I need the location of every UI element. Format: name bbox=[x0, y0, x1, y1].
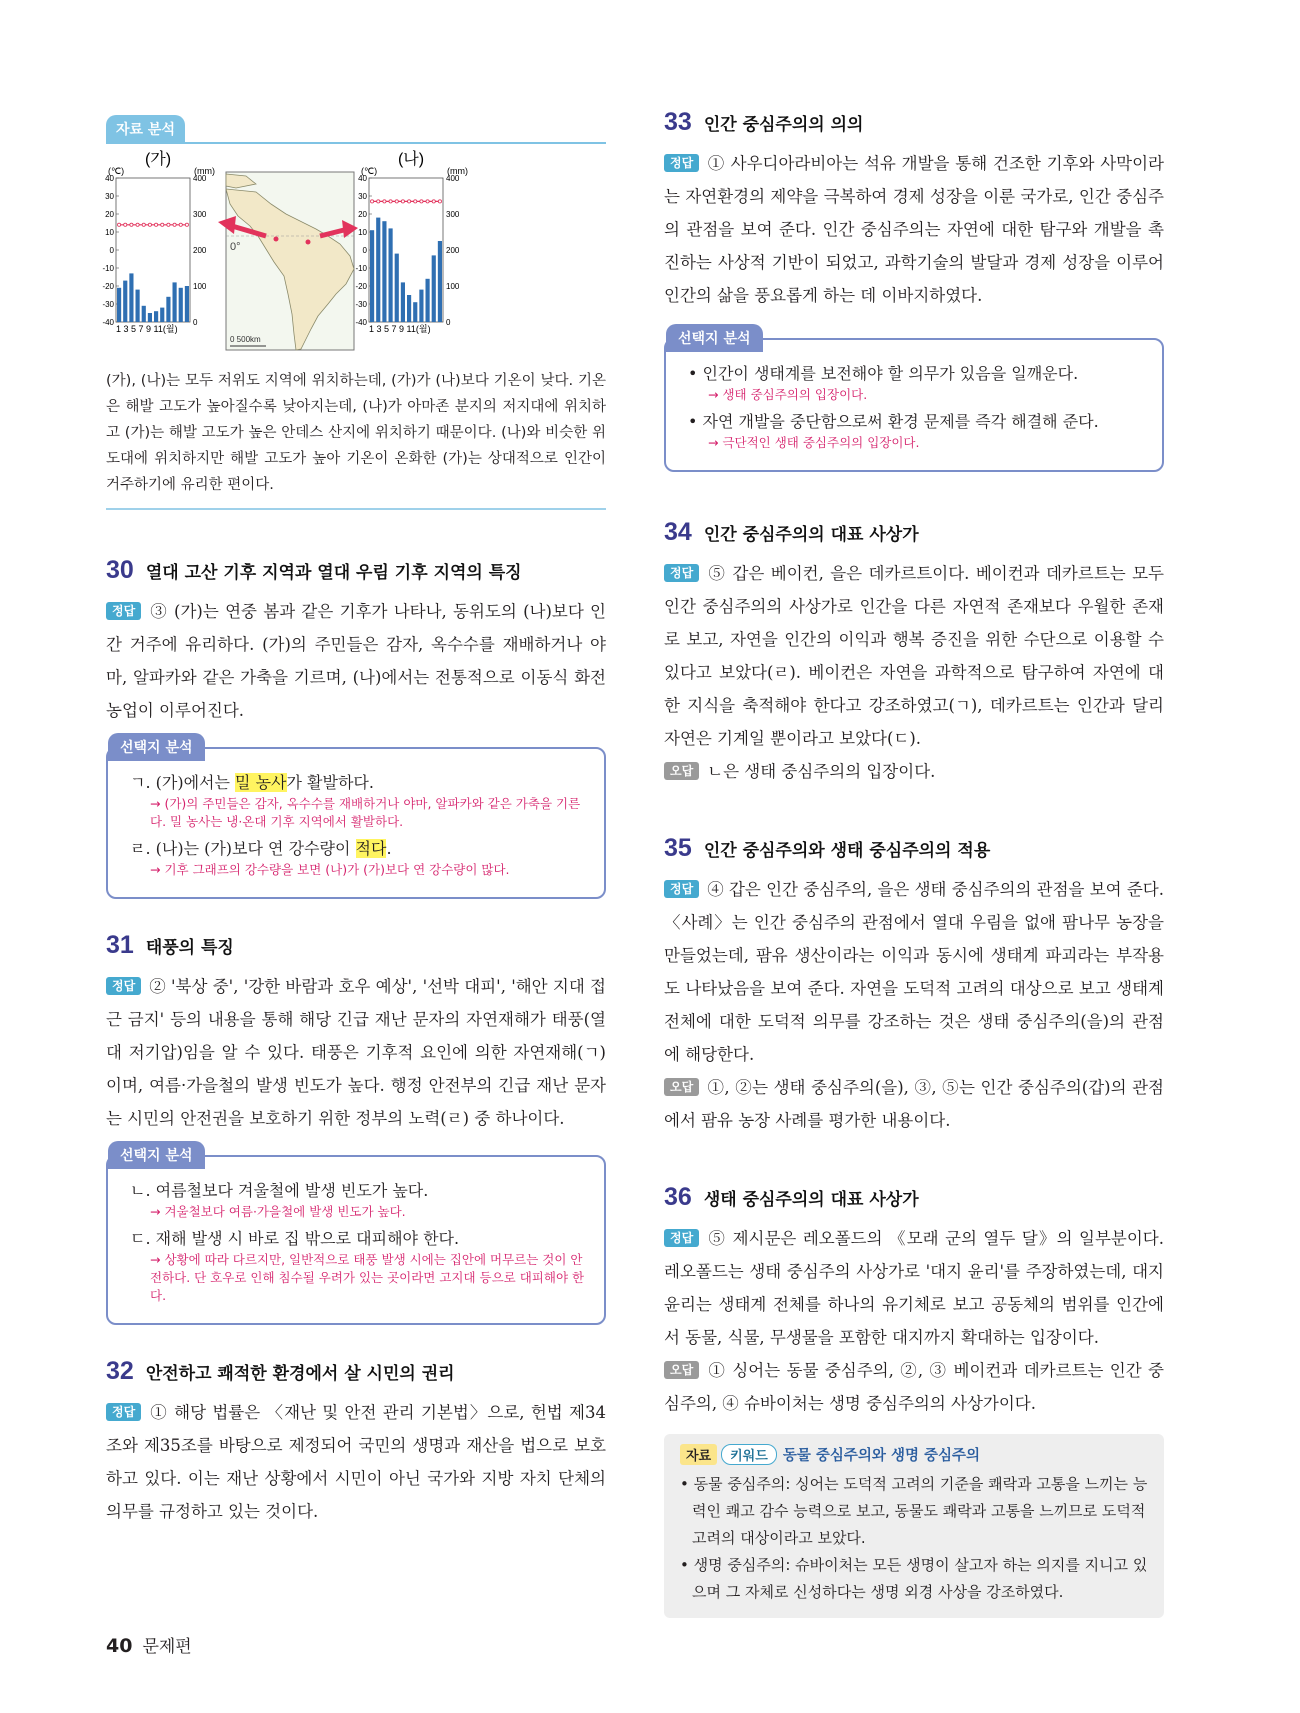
answer-explanation bbox=[106, 1396, 606, 1528]
question-number: 30 bbox=[106, 556, 134, 584]
left-column bbox=[102, 115, 606, 1528]
answer-badge: 정답 bbox=[664, 880, 699, 898]
wrong-explanation bbox=[664, 755, 1164, 788]
location-ga-dot bbox=[274, 237, 279, 242]
chart-ga-title: (가) bbox=[144, 151, 172, 168]
precipitation-bar bbox=[129, 273, 133, 322]
temp-tick-label: -20 bbox=[355, 282, 367, 291]
precip-tick-label: 0 bbox=[446, 318, 451, 327]
choice-analysis-box bbox=[106, 740, 606, 899]
precipitation-bar bbox=[419, 290, 423, 322]
wrong-badge: 오답 bbox=[664, 1078, 699, 1096]
choice-item: ㄷ. 재해 발생 시 바로 집 밖으로 대피해야 한다. bbox=[130, 1229, 460, 1248]
precipitation-bar bbox=[413, 302, 417, 322]
temperature-point bbox=[161, 223, 164, 226]
answer-text: ③ (가)는 연중 봄과 같은 기후가 나타나, 동위도의 (나)보다 인간 거주에 유리하다. (가)의 주민들은 감자, 옥수수를 재배하거나 야마, 알파카와 같은 가축을 기르며, (나)에서는 전통적으로 이동식 화전 농업이 이루어진다. bbox=[106, 602, 606, 720]
temperature-point bbox=[414, 200, 417, 203]
climate-figure bbox=[102, 144, 606, 354]
question-number: 36 bbox=[664, 1183, 692, 1211]
temperature-point bbox=[383, 200, 386, 203]
climate-chart-ga bbox=[102, 149, 215, 334]
precipitation-bar bbox=[148, 313, 152, 322]
temperature-point bbox=[179, 223, 182, 226]
temperature-point bbox=[173, 223, 176, 226]
answer-explanation bbox=[106, 970, 606, 1135]
precip-tick-label: 100 bbox=[446, 282, 460, 291]
precipitation-bar bbox=[136, 290, 140, 322]
temperature-point bbox=[432, 200, 435, 203]
precipitation-bar bbox=[382, 221, 386, 322]
temperature-point bbox=[420, 200, 423, 203]
month-axis-label: 1 3 5 7 9 11(월) bbox=[369, 324, 431, 334]
temperature-point bbox=[370, 200, 373, 203]
temperature-point bbox=[130, 223, 133, 226]
answer-explanation bbox=[664, 557, 1164, 755]
temp-tick-label: 30 bbox=[358, 192, 367, 201]
temperature-point bbox=[438, 200, 441, 203]
temp-tick-label: 0 bbox=[362, 246, 367, 255]
page-number: 40 bbox=[106, 1635, 133, 1657]
wrong-badge: 오답 bbox=[664, 1361, 699, 1379]
choice-item: • 인간이 생태계를 보전해야 할 의무가 있음을 일깨운다. bbox=[688, 364, 1079, 383]
question-number: 31 bbox=[106, 931, 134, 959]
keyword-tag-data: 자료 bbox=[680, 1444, 717, 1465]
precipitation-bar bbox=[438, 241, 442, 322]
question-title: 태풍의 특징 bbox=[145, 938, 234, 958]
temperature-point bbox=[154, 223, 157, 226]
precipitation-bar bbox=[376, 218, 380, 322]
wrong-text: ① 싱어는 동물 중심주의, ②, ③ 베이컨과 데카르트는 인간 중심주의, ④ 슈바이처는 생명 중심주의의 사상가이다. bbox=[664, 1361, 1164, 1413]
wrong-badge: 오답 bbox=[664, 762, 699, 780]
chart-na-title: (나) bbox=[397, 151, 425, 168]
question-title: 생태 중심주의의 대표 사상가 bbox=[703, 1190, 919, 1210]
precip-tick-label: 400 bbox=[193, 174, 207, 183]
precipitation-bar bbox=[389, 228, 393, 322]
data-analysis-tab: 자료 분석 bbox=[106, 115, 185, 143]
answer-badge: 정답 bbox=[664, 154, 699, 172]
unit-mm: (mm) bbox=[194, 166, 215, 176]
question-32 bbox=[106, 1357, 606, 1528]
answer-text: ⑤ 제시문은 레오폴드의 《모래 군의 열두 달》의 일부분이다. 레오폴드는 생태 중심주의 사상가로 '대지 윤리'를 주장하였는데, 대지 윤리는 생태계 전체를 하나의 유기체로 보고 공동체의 범위를 인간에서 동물, 식물, 무생물을 포함한 대지까지 확대하는 입장이다. bbox=[664, 1229, 1164, 1347]
temperature-point bbox=[117, 223, 120, 226]
answer-explanation bbox=[664, 873, 1164, 1071]
choice-analysis-tab: 선택지 분석 bbox=[666, 324, 763, 352]
precipitation-bar bbox=[426, 279, 430, 322]
question-title: 인간 중심주의의 대표 사상가 bbox=[703, 525, 919, 545]
question-31 bbox=[106, 931, 606, 1325]
temp-tick-label: 40 bbox=[358, 174, 367, 183]
answer-text: ④ 갑은 인간 중심주의, 을은 생태 중심주의의 관점을 보여 준다. 〈사례〉는 인간 중심주의 관점에서 열대 우림을 없애 팜나무 농장을 만들었는데, 팜유 생산이라는 이익과 동시에 생태계 파괴라는 부작용도 나타났음을 보여 준다. 자연을 도덕적 고려의 대상으로 보고 생태계 전체에 대한 도덕적 의무를 강조하는 것은 생태 중심주의(을)의 관점에 해당한다. bbox=[664, 880, 1164, 1064]
precipitation-bar bbox=[117, 288, 121, 322]
question-number: 32 bbox=[106, 1357, 134, 1385]
choice-item: ㄴ. 여름철보다 겨울철에 발생 빈도가 높다. bbox=[130, 1181, 429, 1200]
right-column bbox=[664, 108, 1164, 1618]
question-title: 인간 중심주의와 생태 중심주의의 적용 bbox=[703, 841, 991, 861]
temperature-point bbox=[389, 200, 392, 203]
south-america-map bbox=[218, 172, 358, 350]
precipitation-bar bbox=[401, 282, 405, 322]
wrong-text: ①, ②는 생태 중심주의(을), ③, ⑤는 인간 중심주의(갑)의 관점에서 팜유 농장 사례를 평가한 내용이다. bbox=[664, 1078, 1164, 1130]
question-number: 33 bbox=[664, 108, 692, 136]
choice-item: ㄱ. (가)에서는 밀 농사가 활발하다. bbox=[130, 773, 374, 792]
highlight: 적다 bbox=[355, 839, 387, 858]
temp-tick-label: -20 bbox=[102, 282, 114, 291]
unit-celsius: (℃) bbox=[361, 166, 378, 176]
answer-text: ② '북상 중', '강한 바람과 호우 예상', '선박 대피', '해안 지대 접근 금지' 등의 내용을 통해 해당 긴급 재난 문자의 자연재해가 태풍(열대 저기압)임을 알 수 있다. 태풍은 기후적 요인에 의한 자연재해(ㄱ)이며, 여름·가을철의 발생 빈도가 높다. 행정 안전부의 긴급 재난 문자는 시민의 안전권을 보호하기 위한 정부의 노력(ㄹ) 중 하나이다. bbox=[106, 977, 606, 1128]
precip-tick-label: 200 bbox=[446, 246, 460, 255]
precipitation-bar bbox=[173, 282, 177, 322]
question-33 bbox=[664, 108, 1164, 472]
data-analysis-paragraph: (가), (나)는 모두 저위도 지역에 위치하는데, (가)가 (나)보다 기온이 낮다. 기온은 해발 고도가 높아질수록 낮아지는데, (나)가 아마존 분지의 저지대에 위치하고 (가)는 해발 고도가 높은 안데스 산지에 위치하기 때문이다. (나)와 비슷한 위도대에 위치하지만 해발 고도가 높아 기온이 온화한 (가)는 상대적으로 인간이 거주하기에 유리한 편이다. bbox=[106, 373, 606, 493]
question-title: 안전하고 쾌적한 환경에서 살 시민의 권리 bbox=[145, 1364, 455, 1384]
temp-tick-label: 10 bbox=[358, 228, 367, 237]
choice-analysis-tab: 선택지 분석 bbox=[108, 733, 205, 761]
choice-note: → 기후 그래프의 강수량을 보면 (나)가 (가)보다 연 강수량이 많다. bbox=[150, 862, 510, 877]
temp-tick-label: -30 bbox=[102, 300, 114, 309]
keyword-box bbox=[664, 1434, 1164, 1618]
temperature-point bbox=[426, 200, 429, 203]
keyword-item: • 생명 중심주의: 슈바이처는 모든 생명이 살고자 하는 의지를 지니고 있으며 그 자체로 신성하다는 생명 외경 사상을 강조하였다. bbox=[680, 1556, 1148, 1601]
precipitation-bar bbox=[123, 281, 127, 322]
question-36 bbox=[664, 1183, 1164, 1618]
temperature-point bbox=[142, 223, 145, 226]
temp-tick-label: -30 bbox=[355, 300, 367, 309]
precipitation-bar bbox=[407, 295, 411, 322]
temp-tick-label: 30 bbox=[105, 192, 114, 201]
choice-note: → (가)의 주민들은 감자, 옥수수를 재배하거나 야마, 알파카와 같은 가축을 기른다. 밀 농사는 냉·온대 기후 지역에서 활발하다. bbox=[150, 796, 581, 829]
month-axis-label: 1 3 5 7 9 11(월) bbox=[116, 324, 178, 334]
precipitation-bar bbox=[142, 306, 146, 322]
page-footer bbox=[106, 1632, 192, 1657]
question-35 bbox=[664, 834, 1164, 1137]
keyword-title: 동물 중심주의와 생명 중심주의 bbox=[782, 1448, 981, 1464]
temperature-point bbox=[167, 223, 170, 226]
precipitation-bar bbox=[160, 308, 164, 322]
answer-explanation bbox=[664, 147, 1164, 312]
temp-tick-label: 40 bbox=[105, 174, 114, 183]
answer-explanation bbox=[106, 595, 606, 727]
temp-tick-label: 20 bbox=[105, 210, 114, 219]
temperature-point bbox=[124, 223, 127, 226]
temp-tick-label: -10 bbox=[102, 264, 114, 273]
temperature-point bbox=[185, 223, 188, 226]
keyword-tag-keyword: 키워드 bbox=[721, 1444, 777, 1465]
precip-tick-label: 300 bbox=[446, 210, 460, 219]
temp-tick-label: 0 bbox=[109, 246, 114, 255]
answer-badge: 정답 bbox=[106, 1403, 141, 1421]
precipitation-bar bbox=[154, 311, 158, 322]
temperature-point bbox=[407, 200, 410, 203]
question-title: 인간 중심주의의 의의 bbox=[703, 115, 864, 135]
answer-badge: 정답 bbox=[106, 602, 141, 620]
question-30 bbox=[106, 556, 606, 899]
answer-text: ① 사우디아라비아는 석유 개발을 통해 건조한 기후와 사막이라는 자연환경의 제약을 극복하여 경제 성장을 이룬 국가로, 인간 중심주의 관점을 보여 준다. 인간 중심주의는 자연에 대한 탐구와 개발을 촉진하는 사상적 기반이 되었고, 과학기술의 발달과 경제 성장을 이루어 인간의 삶을 풍요롭게 하는 데 이바지하였다. bbox=[664, 154, 1164, 305]
temperature-point bbox=[401, 200, 404, 203]
answer-badge: 정답 bbox=[106, 977, 141, 995]
choice-note: → 겨울철보다 여름·가을철에 발생 빈도가 높다. bbox=[150, 1204, 406, 1219]
unit-celsius: (℃) bbox=[108, 166, 125, 176]
temperature-point bbox=[148, 223, 151, 226]
wrong-text: ㄴ은 생태 중심주의의 입장이다. bbox=[707, 762, 936, 781]
wrong-explanation bbox=[664, 1071, 1164, 1137]
temp-tick-label: -10 bbox=[355, 264, 367, 273]
choice-analysis-tab: 선택지 분석 bbox=[108, 1141, 205, 1169]
precipitation-bar bbox=[370, 230, 374, 322]
answer-badge: 정답 bbox=[664, 1229, 699, 1247]
choice-note: → 생태 중심주의의 입장이다. bbox=[708, 387, 868, 402]
choice-analysis-box bbox=[664, 331, 1164, 472]
answer-badge: 정답 bbox=[664, 564, 699, 582]
question-number: 34 bbox=[664, 518, 692, 546]
choice-analysis-box bbox=[106, 1148, 606, 1325]
precip-tick-label: 300 bbox=[193, 210, 207, 219]
choice-item: ㄹ. (나)는 (가)보다 연 강수량이 적다. bbox=[130, 839, 392, 858]
precip-tick-label: 400 bbox=[446, 174, 460, 183]
answer-explanation bbox=[664, 1222, 1164, 1354]
precip-tick-label: 100 bbox=[193, 282, 207, 291]
temperature-point bbox=[136, 223, 139, 226]
precipitation-bar bbox=[185, 286, 189, 322]
question-title: 열대 고산 기후 지역과 열대 우림 기후 지역의 특징 bbox=[145, 563, 522, 583]
question-number: 35 bbox=[664, 834, 692, 862]
temperature-point bbox=[377, 200, 380, 203]
temp-tick-label: 20 bbox=[358, 210, 367, 219]
precip-tick-label: 0 bbox=[193, 318, 198, 327]
precipitation-bar bbox=[179, 288, 183, 322]
location-na-dot bbox=[306, 240, 311, 245]
choice-item: • 자연 개발을 중단함으로써 환경 문제를 즉각 해결해 준다. bbox=[688, 412, 1099, 431]
precip-tick-label: 200 bbox=[193, 246, 207, 255]
answer-text: ① 해당 법률은 〈재난 및 안전 관리 기본법〉으로, 헌법 제34조와 제35조를 바탕으로 제정되어 국민의 생명과 재산을 법으로 보호하고 있다. 이는 재난 상황에서 시민이 아닌 국가와 지방 자치 단체의 의무를 규정하고 있는 것이다. bbox=[106, 1403, 606, 1521]
precipitation-bar bbox=[166, 297, 170, 322]
temp-tick-label: -40 bbox=[102, 318, 114, 327]
map-scale: 0 500km bbox=[230, 335, 261, 344]
choice-note: → 상황에 따라 다르지만, 일반적으로 태풍 발생 시에는 집안에 머무르는 것이 안전하다. 단 호우로 인해 침수될 우려가 있는 곳이라면 고지대 등으로 대피해야 한다. bbox=[150, 1252, 585, 1303]
highlight: 밀 농사 bbox=[235, 773, 287, 792]
keyword-item: • 동물 중심주의: 싱어는 도덕적 고려의 기준을 쾌락과 고통을 느끼는 능력인 쾌고 감수 능력으로 보고, 동물도 쾌락과 고통을 느끼므로 도덕적 고려의 대상이라고 보았다. bbox=[680, 1475, 1148, 1547]
answer-text: ⑤ 갑은 베이컨, 을은 데카르트이다. 베이컨과 데카르트는 모두 인간 중심주의의 사상가로 인간을 다른 자연적 존재보다 우월한 존재로 보고, 자연을 인간의 이익과 행복 증진을 위한 수단으로 이용할 수 있다고 보았다(ㄹ). 베이컨은 자연을 과학적으로 탐구하여 자연에 대한 지식을 축적해야 한다고 강조하였고(ㄱ), 데카르트는 인간과 달리 자연은 기계일 뿐이라고 보았다(ㄷ). bbox=[664, 564, 1164, 748]
temperature-point bbox=[395, 200, 398, 203]
unit-mm: (mm) bbox=[447, 166, 468, 176]
choice-note: → 극단적인 생태 중심주의의 입장이다. bbox=[708, 435, 920, 450]
climate-chart-na bbox=[355, 149, 468, 334]
temp-tick-label: -40 bbox=[355, 318, 367, 327]
question-34 bbox=[664, 518, 1164, 788]
temp-tick-label: 10 bbox=[105, 228, 114, 237]
precipitation-bar bbox=[432, 255, 436, 322]
equator-label: 0° bbox=[230, 241, 241, 253]
precipitation-bar bbox=[395, 254, 399, 322]
data-analysis-section bbox=[102, 115, 606, 510]
section-name: 문제편 bbox=[142, 1637, 192, 1657]
wrong-explanation bbox=[664, 1354, 1164, 1420]
divider bbox=[106, 508, 606, 510]
